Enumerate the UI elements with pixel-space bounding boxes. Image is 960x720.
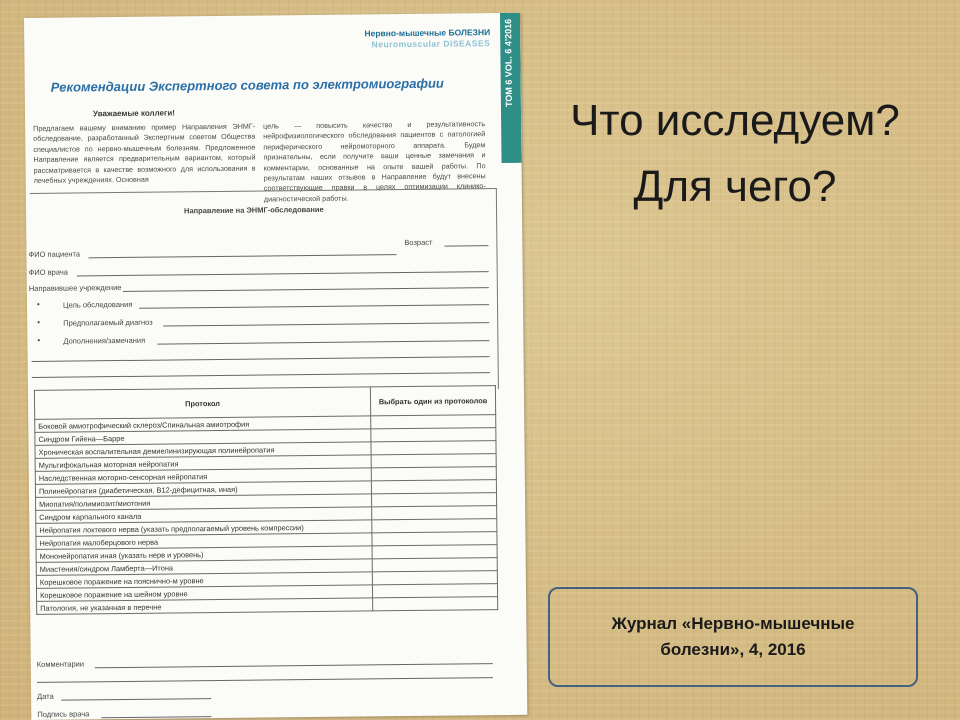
protocol-choice-cell[interactable]: [372, 571, 497, 585]
field-signature-line: [101, 716, 211, 718]
field-diagnosis-label: Предполагаемый диагноз: [63, 317, 153, 328]
field-signature-label: Подпись врача: [37, 709, 90, 719]
table-header-protocol: Протокол: [34, 387, 370, 420]
protocol-name: Миастения/синдром Ламберта—Итона: [36, 559, 372, 576]
slide-title-line-1: Что исследуем?: [570, 96, 900, 145]
journal-name-en: Neuromuscular DISEASES: [371, 38, 491, 50]
protocol-choice-cell[interactable]: [372, 545, 497, 559]
protocol-name: Наследственная моторно-сенсорная нейропатия: [35, 468, 371, 485]
protocol-choice-cell[interactable]: [372, 519, 497, 533]
field-institution-label: Направившее учреждение: [28, 282, 122, 293]
source-caption-box: [548, 587, 918, 687]
protocol-choice-cell[interactable]: [371, 454, 496, 468]
field-age-label: Возраст: [404, 237, 433, 248]
protocol-name: Миопатия/полимиозит/миотония: [36, 494, 372, 511]
intro-text-left: Предлагаем вашему вниманию пример Направления ЭНМГ-обследование, разработанный Экспертным советом Общества специалистов по нервно-мышечным болезням. Предложенное Направление является предварительным вариантом, который рассматривается в качестве возможного для использования в лечебных учреждениях. Основная: [33, 121, 256, 185]
field-goal-label: Цель обследования: [62, 299, 133, 310]
protocol-choice-cell[interactable]: [372, 506, 497, 520]
volume-label: ТОМ 6 VOL. 6 4'2016: [503, 18, 514, 107]
protocol-name: Нейропатия малоберцового нерва: [36, 533, 372, 550]
protocol-choice-cell[interactable]: [372, 558, 497, 572]
form-title: Направление на ЭНМГ-обследование: [183, 204, 324, 216]
greeting: Уважаемые коллеги!: [92, 108, 175, 119]
scanned-document-image: [24, 13, 527, 720]
protocol-choice-cell[interactable]: [371, 467, 496, 481]
protocol-name: Нейропатия локтевого нерва (указать предполагаемый уровень компрессии): [36, 520, 372, 537]
protocol-name: Синдром карпального канала: [36, 507, 372, 524]
protocol-choice-cell[interactable]: [372, 584, 497, 598]
intro-text-right: цель — повысить качество и результативность нейрофизиологического обследования пациентов с патологией периферического нейромоторного аппарата. Будем признательны, если получите ваши ценные замечания и комментарии, основанные на опыте вашей работы. По результатам наших отзывов в Направление будут внесены соответствующие правки в целях оптимизации клинико-диагностической работы.: [263, 119, 486, 204]
protocol-choice-cell[interactable]: [371, 428, 496, 442]
bullet-goal: •: [36, 299, 40, 309]
slide-title: [510, 88, 960, 220]
document-title: Рекомендации Экспертного совета по электромиографии: [50, 75, 444, 95]
field-comments-label: Комментарии: [36, 659, 85, 669]
journal-name-ru: Нервно-мышечные БОЛЕЗНИ: [364, 27, 491, 39]
field-comments-line-2: [37, 677, 493, 683]
protocol-name: Корешковое поражение на шейном уровне: [36, 585, 372, 602]
table-header-choice: Выбрать один из протоколов: [370, 386, 495, 416]
field-patient-label: ФИО пациента: [28, 249, 81, 259]
protocol-name: Полинейропатия (диабетическая, B12-дефицитная, иная): [35, 481, 371, 498]
protocol-choice-cell[interactable]: [371, 415, 496, 429]
field-notes-label: Дополнения/замечания: [63, 335, 146, 346]
protocol-choice-cell[interactable]: [372, 493, 497, 507]
field-comments-line: [95, 663, 493, 668]
protocol-name: Патология, не указанная в перечне: [37, 598, 373, 615]
bullet-notes: •: [37, 335, 41, 345]
protocol-choice-cell[interactable]: [371, 441, 496, 455]
field-date-line: [61, 698, 211, 701]
journal-header: [364, 27, 490, 50]
protocol-name: Корешковое поражение на пояснично-м уровне: [36, 572, 372, 589]
field-doctor-label: ФИО врача: [28, 267, 68, 277]
protocol-name: Хроническая воспалительная демиелинизирующая полинейропатия: [35, 442, 371, 459]
field-date-label: Дата: [37, 691, 54, 701]
protocol-name: Синдром Гийена—Барре: [35, 429, 371, 446]
protocol-choice-cell[interactable]: [372, 532, 497, 546]
bullet-diagnosis: •: [37, 317, 41, 327]
protocol-name: Боковой амиотрофический склероз/Спинальная амиотрофия: [35, 416, 371, 433]
protocol-name: Мультифокальная моторная нейропатия: [35, 455, 371, 472]
source-caption: Журнал «Нервно-мышечные болезни», 4, 2016: [611, 614, 855, 659]
protocol-choice-cell[interactable]: [373, 597, 498, 611]
slide-title-line-2: Для чего?: [633, 162, 837, 211]
protocol-name: Мононейропатия иная (указать нерв и уровень): [36, 546, 372, 563]
protocol-choice-cell[interactable]: [371, 480, 496, 494]
protocol-table: [34, 385, 498, 615]
